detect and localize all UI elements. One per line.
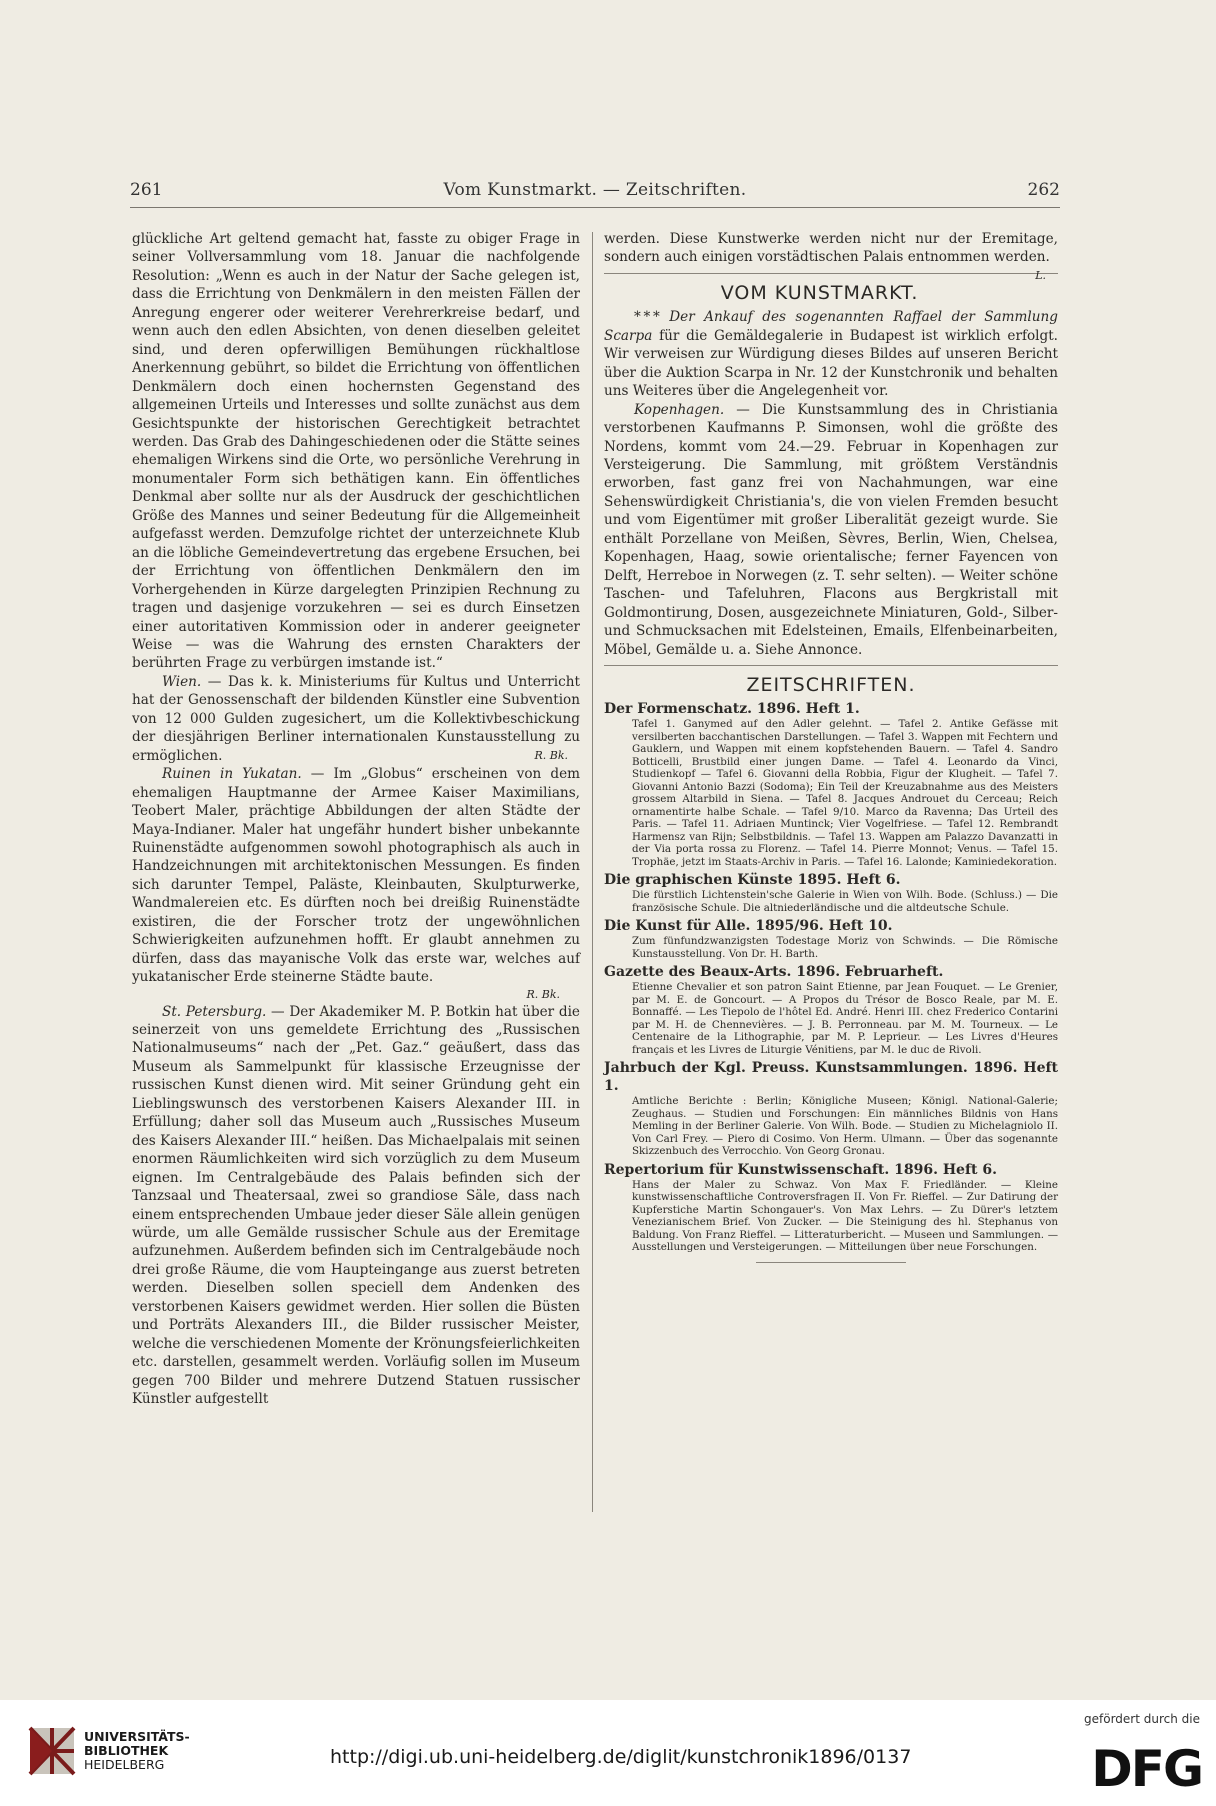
running-title: Vom Kunstmarkt. — Zeitschriften. (443, 180, 747, 200)
magazine-contents: Tafel 1. Ganymed auf den Adler gelehnt. — Tafel 2. Antike Gefässe mit versilberten bacchantischen Darstellungen. — Tafel 3. Wappen mit Fechtern und Gauklern, und Wappen mit einem kopfstehenden Bauern. — Tafel 4. Sandro Botticelli, Brustbild einer jungen Dame. — Tafel 4. Leonardo da Vinci, Studienkopf — Tafel 6. Giovanni della Robbia, Figur der Klugheit. — Tafel 7. Giovanni Antonio Bazzi (Sodoma); Ein Teil der Kreuzabnahme aus des Meisters grossem Altarbild in Siena. — Tafel 8. Jacques Androuet du Cerceau; Reich ornamentirte halbe Schale. — Tafel 9/10. Marco da Ravenna; Das Urteil des Paris. — Tafel 11. Adriaen Muntinck; Vier Vogelfriese. — Tafel 12. Rembrandt Harmensz van Rijn; Selbstbildnis. — Tafel 13. Wappen am Palazzo Davanzatti in der Via porta rossa zu Florenz. — Tafel 14. Pierre Monnot; Venus. — Tafel 15. Trophäe, jetzt im Staats-Archiv in Paris. — Tafel 16. Lalonde; Kaminiedekoration. (632, 718, 1058, 868)
topic-raffael: Der Ankauf des sogenannten Raffael der Sammlung Scarpa (604, 309, 1058, 344)
end-rule (756, 1262, 906, 1263)
magazine-entry (604, 871, 1058, 914)
place-wien: Wien. (162, 673, 202, 690)
section-rule (604, 665, 1058, 666)
section-rule (604, 273, 1058, 274)
magazine-contents: Etienne Chevalier et son patron Saint Etienne, par Jean Fouquet. — Le Grenier, par M. E. de Goncourt. — A Propos du Trésor de Bosco Reale, par M. E. Bonnaffé. — Les Tiepolo de l'hôtel Ed. André. Henri III. chez Frederico Contarini par M. H. de Chennevières. — J. B. Perronneau. par M. M. Tourneux. — Le Centenaire de la Lithographie, par M. P. Leprieur. — Les Livres d'Heures français et les Livres de Liturgie Vénitiens, par M. le duc de Rivoli. (632, 981, 1058, 1056)
magazine-contents: Amtliche Berichte : Berlin; Königliche Museen; Königl. National-Galerie; Zeughaus. — Studien und Forschungen: Ein männliches Bildnis von Hans Memling in der Berliner Galerie. Von Wilh. Bode. — Studien zu Michelagniolo II. Von Carl Frey. — Piero di Cosimo. Von Herm. Ulmann. — Über das sogenannte Skizzenbuch des Verrocchio. Von Georg Gronau. (632, 1095, 1058, 1158)
topic-yukatan: Ruinen in Yukatan. (162, 766, 302, 783)
magazine-contents: Hans der Maler zu Schwaz. Von Max F. Friedländer. — Kleine kunstwissenschaftliche Controversfragen II. Von Fr. Rieffel. — Zur Datirung der Kupferstiche Martin Schongauer's. Von Max Lehrs. — Zu Dürer's letztem Venezianischem Brief. Von Zucker. — Die Steinigung des hl. Stephanus von Baldung. Von Franz Rieffel. — Litteraturbericht. — Museen und Sammlungen. — Ausstellungen und Versteigerungen. — Mitteilungen über neue Forschungen. (632, 1178, 1058, 1254)
signature: L. (1035, 268, 1046, 282)
paragraph-kopenhagen: Kopenhagen. — Die Kunstsammlung des in Christiania verstorbenen Kaufmanns P. Simonsen, wohl die größte des Nordens, kommt vom 24.—29. Februar in Kopenhagen zur Versteigerung. Die Sammlung, mit größtem Verständnis erworben, fast ganz frei von Nachahmungen, war eine Sehenswürdigkeit Christiania's, die von vielen Fremden besucht und vom Eigentümer mit großer Liberalität gezeigt wurde. Sie enthält Porzellane von Meißen, Sèvres, Berlin, Wien, Chelsea, Kopenhagen, Haag, sowie orientalische; ferner Fayencen von Delft, Herreboe in Norwegen (z. T. sehr selten). — Weiter schöne Taschen- und Tafeluhren, Flacons aus Bergkristall mit Goldmontirung, Dosen, ausgezeichnete Miniaturen, Gold-, Silber- und Schmucksachen mit Edelsteinen, Emails, Elfenbeinarbeiten, Möbel, Gemälde u. a. Siehe Annonce. (604, 401, 1058, 658)
magazine-entry (604, 1161, 1058, 1254)
place-petersburg: St. Petersburg. (162, 1003, 267, 1020)
sponsor-caption: gefördert durch die (1084, 1712, 1200, 1726)
page-number-left: 261 (130, 180, 163, 200)
library-name: UNIVERSITÄTS- BIBLIOTHEK HEIDELBERG (84, 1729, 190, 1772)
paragraph-resolution: glückliche Art geltend gemacht hat, fasste zu obiger Frage in seiner Vollversammlung vom 18. Januar die nachfolgende Resolution: „Wenn es auch in der Natur der Sache gelegen ist, dass die Errichtung von Denkmälern in den meisten Fällen der Anregung engerer oder weiterer Verehrerkreise bedarf, und wenn auch den edlen Absichten, von denen dieselben geleitet sind, und deren opferwilligen Bemühungen rückhaltlose Anerkennung gebührt, so bildet die Errichtung von öffentlichen Denkmälern doch einen hochernsten Gegenstand des allgemeinen Urteils und Interesses und sollte zunächst aus dem Gesichtspunkte der historischen Gerechtigkeit betrachtet werden. Das Grab des Dahingeschiedenen oder die Stätte seines ehemaligen Wirkens sind die Orte, wo persönliche Verehrung in monumentaler Form sich bethätigen kann. Ein öffentliches Denkmal aber sollte nur als der Ausdruck der geschichtlichen Größe des Mannes und seiner Bedeutung für die Allgemeinheit aufgefasst werden. Demzufolge richtet der unterzeichnete Klub an die löbliche Gemeindevertretung das ergebene Ersuchen, bei der Errichtung von öffentlichen Denkmälern den im Vorhergehenden in Kürze dargelegten Prinzipien Rechnung zu tragen und dasjenige vorzukehren — sei es durch Einsetzen einer autoritativen Kommission oder in anderer geeigneter Weise — was die Wahrung des ernsten Charakters der berührten Frage zu verbürgen imstande ist.“ (132, 231, 580, 672)
paragraph-continuation: werden. Diese Kunstwerke werden nicht nur der Eremitage, sondern auch einigen vorstädtischen Palais entnommen werden. L. (604, 230, 1058, 267)
magazine-entry (604, 917, 1058, 960)
magazine-contents: Die fürstlich Lichtenstein'sche Galerie in Wien von Wilh. Bode. (Schluss.) — Die französische Schule. Die altniederländische und die altdeutsche Schule. (632, 889, 1058, 914)
right-column (604, 230, 1058, 1263)
magazine-contents: Zum fünfundzwanzigsten Todestage Moriz von Schwinds. — Die Römische Kunstausstellung. Von Dr. H. Barth. (632, 935, 1058, 960)
paragraph-raffael: * * * Der Ankauf des sogenannten Raffael der Sammlung Scarpa für die Gemäldegalerie in Budapest ist wirklich erfolgt. Wir verweisen zur Würdigung dieses Bildes auf unseren Bericht über die Auktion Scarpa in Nr. 12 der Kunstchronik und behalten uns Weiteres über die Angelegenheit vor. (604, 309, 1058, 400)
magazine-entry (604, 963, 1058, 1056)
paragraph-yukatan: Ruinen in Yukatan. — Im „Globus“ erscheinen von dem ehemaligen Hauptmanne der Armee Kaiser Maximilians, Teobert Maler, prächtige Abbildungen der alten Städte der Maya-Indianer. Maler hat ungefähr hundert bisher unbekannte Ruinenstädte aufgenommen sowohl photographisch als auch in Handzeichnungen mit architektonischen Messungen. Es finden sich darunter Tempel, Paläste, Kleinbauten, Skulpturwerke, Wandmalereien etc. Es dürften noch bei dreißig Ruinenstädte existiren, die der Forscher trotz der ungewöhnlichen Schwierigkeiten aufzunehmen hofft. Er glaubt annehmen zu dürfen, dass das mayanische Volk das erste war, welches auf yukatanischer Erde steinerne Städte baute. (132, 766, 581, 986)
magazine-title: Die graphischen Künste 1895. Heft 6. (604, 872, 901, 889)
dfg-logo: DFG (1091, 1740, 1202, 1798)
section-title-kunstmarkt: VOM KUNSTMARKT. (720, 281, 919, 304)
place-kopenhagen: Kopenhagen. (634, 401, 725, 418)
left-column (132, 230, 580, 1409)
magazine-title: Repertorium für Kunstwissenschaft. 1896. Heft 6. (604, 1161, 997, 1178)
paragraph-petersburg: St. Petersburg. — Der Akademiker M. P. Botkin hat über die seinerzeit von uns gemeldete Errichtung des „Russischen Nationalmuseums“ nach der „Pet. Gaz.“ geäußert, dass das Museum als Sammelpunkt für klassische Erzeugnisse der russischen Kunst dienen wird. Mit seiner Gründung geht ein Lieblingswunsch des verstorbenen Kaisers Alexander III. in Erfüllung; daher soll das Museum auch „Russisches Museum des Kaisers Alexander III.“ heißen. Das Michaelpalais mit seinen enormen Räumlichkeiten wird sich vorzüglich zu dem Museum eignen. Im Centralgebäude des Palais befinden sich der Tanzsaal und Theatersaal, zwei so grandiose Säle, dass nach einem entsprechenden Umbaue jeder dieser Säle allein genügen würde, um alle Gemälde russischer Schule aus der Eremitage aufzunehmen. Außerdem befinden sich im Centralgebäude noch drei große Räume, die vom Haupteingange aus zuerst betreten werden. Dieselben sollen speciell dem Andenken des verstorbenen Kaisers gewidmet werden. Hier sollen die Büsten und Porträts Alexanders III., die Bilder russischer Meister, welche die verschiedenen Momente der Krönungsfeierlichkeiten etc. darstellen, gesammelt werden. Vorläufig sollen im Museum gegen 700 Bilder und mehrere Dutzend Statuen russischer Künstler aufgestellt (132, 1003, 580, 1408)
page-number-right: 262 (1027, 180, 1060, 200)
column-divider (592, 232, 593, 1512)
magazine-title: Die Kunst für Alle. 1895/96. Heft 10. (604, 918, 893, 935)
signature: R. Bk. (526, 987, 560, 1001)
section-title-zeitschriften: ZEITSCHRIFTEN. (746, 673, 916, 696)
magazine-entry (604, 1059, 1058, 1158)
paragraph-wien: Wien. — Das k. k. Ministeriums für Kultus und Unterricht hat der Genossenschaft der bildenden Künstler eine Subvention von 12 000 Gulden zugesichert, um die Kollektivbeschickung der diesjährigen Berliner internationalen Kunstausstellung zu ermöglichen. R. Bk. (132, 673, 580, 764)
signature: R. Bk. (534, 748, 568, 762)
asterism: * * * (634, 309, 660, 326)
permalink-url[interactable]: http://digi.ub.uni-heidelberg.de/diglit/kunstchronik1896/0137 (330, 1746, 912, 1768)
footer-bar (0, 1700, 1216, 1806)
magazine-title: Gazette des Beaux-Arts. 1896. Februarheft. (604, 964, 944, 981)
running-header (130, 180, 1060, 208)
university-library-logo-icon (28, 1726, 76, 1776)
magazine-entry (604, 700, 1058, 868)
magazine-title: Der Formenschatz. 1896. Heft 1. (604, 701, 860, 718)
magazine-title: Jahrbuch der Kgl. Preuss. Kunstsammlungen. 1896. Heft 1. (604, 1060, 1058, 1095)
header-rule (130, 207, 1060, 208)
